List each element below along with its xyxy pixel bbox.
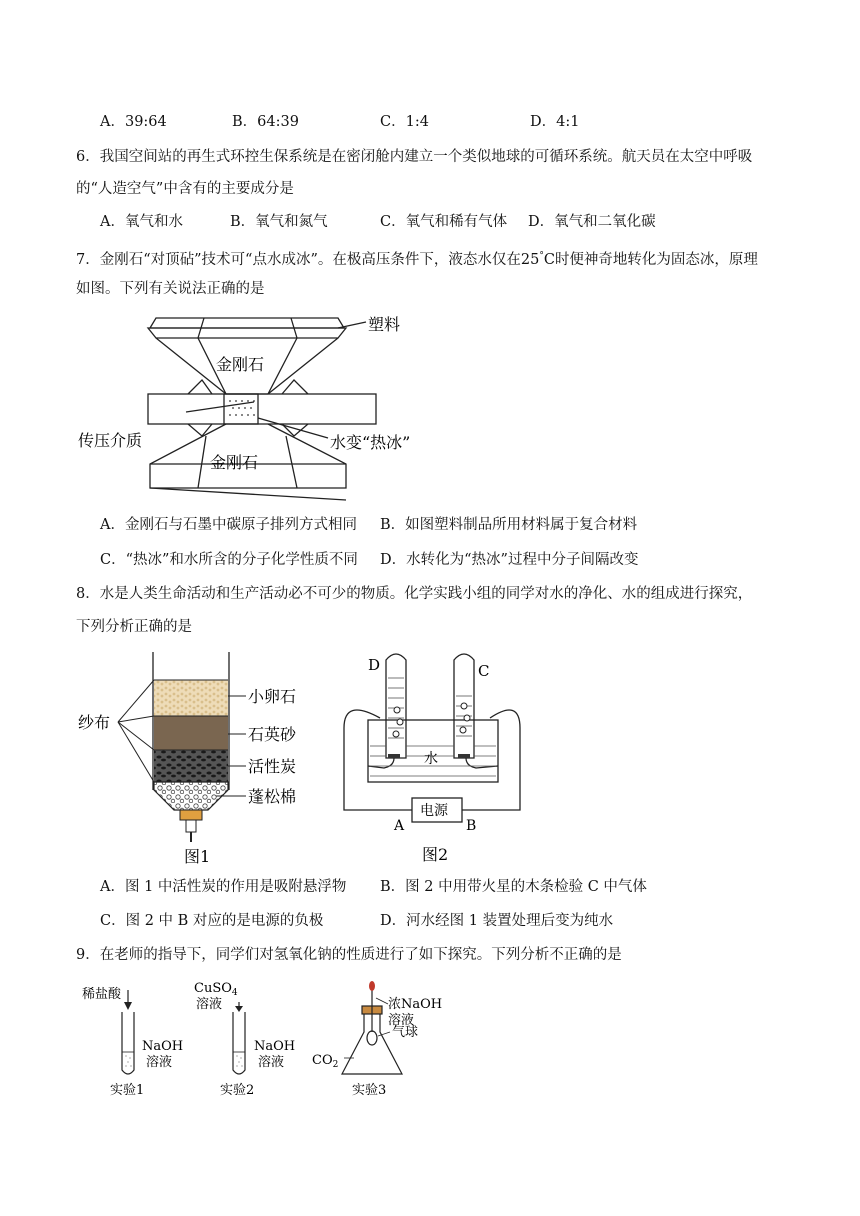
q8-figure1-water-filter — [76, 650, 316, 866]
exp2-test-tube — [233, 1012, 245, 1074]
label-terminal-b: B — [466, 818, 477, 834]
caption-figure1: 图1 — [184, 847, 211, 866]
exp2-reagent-label-1: CuSO$_4$ — [194, 981, 238, 998]
exp1-reagent-label: 稀盐酸 — [82, 987, 122, 1002]
q9-experiments-figure — [76, 978, 456, 1100]
label-cotton: 蓬松棉 — [248, 787, 297, 806]
caption-figure2: 图2 — [422, 845, 449, 864]
label-diamond-bottom: 金刚石 — [210, 453, 259, 472]
q8-option-c: C．图 2 中 B 对应的是电源的负极 — [100, 913, 324, 929]
plastic-cap-band — [148, 328, 346, 338]
q6-option-c: C．氧气和稀有气体 — [380, 214, 508, 230]
exp1-solution-label-2: 溶液 — [146, 1055, 173, 1070]
label-water: 水 — [424, 751, 438, 767]
q6-stem-line2: 的“人造空气”中含有的主要成分是 — [76, 181, 294, 197]
exp3-gas-label: $CO_2$ — [312, 1053, 339, 1070]
q5-option-a: A．39:64 — [100, 114, 167, 130]
q8-stem-line2: 下列分析正确的是 — [76, 619, 192, 635]
q7-stem-pre: 7．金刚石“对顶砧”技术可“点水成冰”。在极高压条件下，液态水仅在 — [76, 251, 521, 268]
q8-figure2-electrolysis — [340, 648, 530, 866]
q8-option-d: D．河水经图 1 装置处理后变为纯水 — [380, 913, 614, 929]
exp2-solution-label-2: 溶液 — [258, 1055, 285, 1070]
label-diamond-top: 金刚石 — [216, 355, 265, 374]
exp3-balloon-label: 气球 — [392, 1025, 419, 1040]
q8-option-b: B．图 2 中用带火星的木条检验 C 中气体 — [380, 879, 647, 895]
q5-option-c: C．1:4 — [380, 114, 429, 130]
exp1-solution-label-1: NaOH — [142, 1039, 184, 1054]
exp3-reagent-label-1: 浓NaOH — [388, 997, 443, 1012]
label-hot-ice: 水变“热冰” — [330, 433, 411, 452]
label-tube-c: C — [478, 662, 490, 680]
q7-stem-line1 — [76, 246, 758, 270]
exp3-dropper-bulb — [369, 981, 375, 991]
exp2-caption: 实验2 — [220, 1083, 255, 1098]
q8-stem-line1: 8．水是人类生命活动和生产活动必不可少的物质。化学实践小组的同学对水的净化、水的组成进行探究， — [76, 586, 753, 602]
exp1-caption: 实验1 — [110, 1083, 145, 1098]
water-sample-chamber — [224, 394, 258, 424]
label-plastic: 塑料 — [368, 315, 401, 334]
label-quartz-sand: 石英砂 — [248, 725, 297, 744]
layer-activated-carbon — [154, 750, 228, 782]
label-activated-carbon: 活性炭 — [248, 757, 297, 776]
q7-option-c: C．“热冰”和水所含的分子化学性质不同 — [100, 552, 358, 568]
wire-right — [462, 710, 520, 810]
q7-stem-line2: 如图。下列有关说法正确的是 — [76, 281, 265, 297]
q8-option-a: A．图 1 中活性炭的作用是吸附悬浮物 — [100, 879, 347, 895]
label-tube-d: D — [368, 656, 381, 674]
exp3-balloon — [367, 1031, 377, 1045]
tube-d — [386, 654, 406, 758]
q6-stem-line1: 6．我国空间站的再生式环控生保系统是在密闭舱内建立一个类似地球的可循环系统。航天员在太空中呼吸 — [76, 149, 753, 165]
q7-temp-unit: C — [543, 251, 555, 268]
q7-temp-number: 25 — [520, 251, 540, 268]
label-power-supply: 电源 — [420, 803, 448, 819]
q5-option-b: B．64:39 — [232, 114, 299, 130]
exp3-reagent-label-2: 溶液 — [388, 1013, 415, 1028]
layer-quartz-sand — [154, 716, 228, 750]
filter-nozzle — [180, 810, 202, 820]
q7-stem-post: 时便神奇地转化为固态冰，原理 — [554, 251, 758, 268]
label-pressure-medium: 传压介质 — [78, 431, 143, 450]
label-terminal-a: A — [394, 818, 405, 834]
q7-diamond-anvil-figure — [76, 308, 446, 504]
exp3-caption: 实验3 — [352, 1083, 387, 1098]
layer-pebbles — [154, 680, 228, 716]
q7-option-d: D．水转化为“热冰”过程中分子间隔改变 — [380, 552, 639, 568]
q9-stem-line1: 9．在老师的指导下，同学们对氢氧化钠的性质进行了如下探究。下列分析不正确的是 — [76, 947, 622, 963]
exp2-reagent-label-2: 溶液 — [196, 997, 223, 1012]
q6-option-b: B．氧气和氮气 — [230, 214, 328, 230]
q7-option-b: B．如图塑料制品所用材料属于复合材料 — [380, 517, 638, 533]
q7-temp-degree: ° — [539, 251, 544, 261]
q6-option-a: A．氧气和水 — [100, 214, 183, 230]
exp1-test-tube — [122, 1012, 134, 1074]
exp2-solution-label-1: NaOH — [254, 1039, 296, 1054]
label-gauze: 纱布 — [78, 713, 111, 732]
q6-option-d: D．氧气和二氧化碳 — [528, 214, 656, 230]
q7-option-a: A．金刚石与石墨中碳原子排列方式相同 — [100, 517, 357, 533]
q5-option-d: D．4:1 — [530, 114, 580, 130]
label-pebble: 小卵石 — [248, 687, 297, 706]
plastic-cap-top — [150, 318, 344, 328]
